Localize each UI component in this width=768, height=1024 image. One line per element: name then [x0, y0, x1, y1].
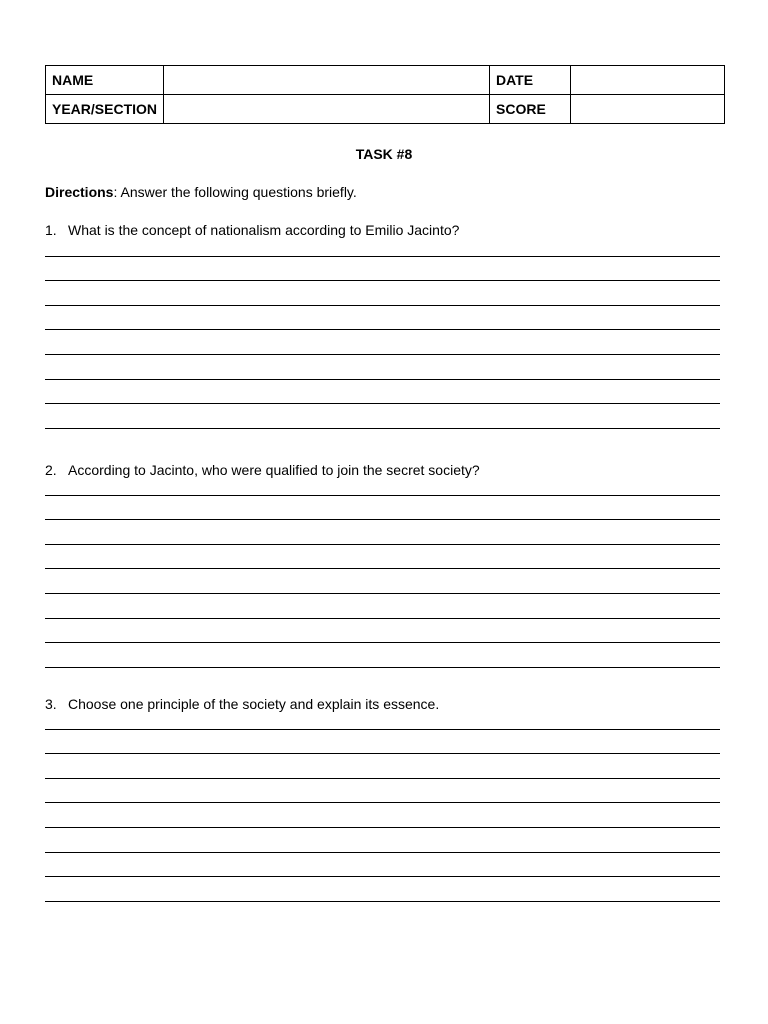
- answer-line[interactable]: [45, 545, 720, 570]
- question-text: What is the concept of nationalism according to Emilio Jacinto?: [68, 222, 460, 238]
- header-row-2: [46, 95, 725, 124]
- answer-line[interactable]: [45, 828, 720, 853]
- directions-label: Directions: [45, 184, 114, 200]
- answer-area-2[interactable]: [45, 471, 720, 668]
- answer-line[interactable]: [45, 380, 720, 405]
- answer-line[interactable]: [45, 471, 720, 496]
- student-info-table: [45, 65, 725, 124]
- answer-area-1[interactable]: [45, 232, 720, 429]
- directions-text: : Answer the following questions briefly.: [113, 184, 357, 200]
- directions: [45, 184, 357, 200]
- answer-line[interactable]: [45, 779, 720, 804]
- answer-line[interactable]: [45, 643, 720, 668]
- answer-line[interactable]: [45, 355, 720, 380]
- year-section-field[interactable]: [164, 95, 490, 124]
- answer-line[interactable]: [45, 754, 720, 779]
- answer-line[interactable]: [45, 520, 720, 545]
- question-text: According to Jacinto, who were qualified to join the secret society?: [68, 462, 480, 478]
- answer-line[interactable]: [45, 232, 720, 257]
- answer-line[interactable]: [45, 569, 720, 594]
- answer-line[interactable]: [45, 730, 720, 755]
- question-number: 1.: [45, 222, 57, 238]
- question-number: 3.: [45, 696, 57, 712]
- year-section-label: YEAR/SECTION: [46, 95, 164, 124]
- answer-line[interactable]: [45, 705, 720, 730]
- date-label: DATE: [490, 66, 571, 95]
- answer-line[interactable]: [45, 306, 720, 331]
- answer-line[interactable]: [45, 853, 720, 878]
- name-label: NAME: [46, 66, 164, 95]
- answer-line[interactable]: [45, 803, 720, 828]
- date-field[interactable]: [571, 66, 725, 95]
- answer-line[interactable]: [45, 404, 720, 429]
- answer-line[interactable]: [45, 594, 720, 619]
- answer-line[interactable]: [45, 877, 720, 902]
- answer-line[interactable]: [45, 281, 720, 306]
- score-label: SCORE: [490, 95, 571, 124]
- score-field[interactable]: [571, 95, 725, 124]
- answer-line[interactable]: [45, 496, 720, 521]
- name-field[interactable]: [164, 66, 490, 95]
- answer-line[interactable]: [45, 330, 720, 355]
- header-row-1: [46, 66, 725, 95]
- task-title: TASK #8: [355, 146, 413, 162]
- question-number: 2.: [45, 462, 57, 478]
- question-text: Choose one principle of the society and explain its essence.: [68, 696, 440, 712]
- answer-line[interactable]: [45, 257, 720, 282]
- answer-line[interactable]: [45, 619, 720, 644]
- answer-area-3[interactable]: [45, 705, 720, 902]
